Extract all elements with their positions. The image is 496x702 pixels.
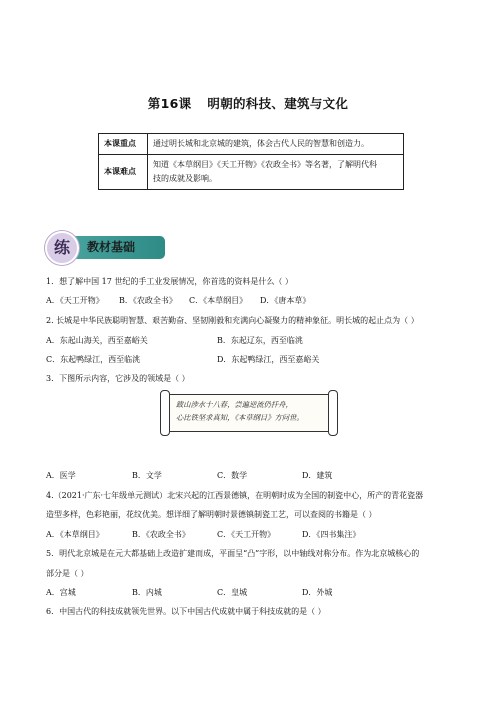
- option-d: D．建筑: [302, 471, 333, 480]
- difficulty-text-line2: 技的成就及影响。: [153, 174, 217, 183]
- option-b: B．东起辽东，西至临洮: [217, 336, 303, 345]
- question-5-stem-line1: 5．明代北京城是在元大都基础上改造扩建而成，平面呈“凸”字形，以中轴线对称分布。作为北京城核心的: [46, 549, 420, 558]
- scroll-poem: [176, 398, 326, 424]
- section-heading: 教材基础: [87, 240, 136, 254]
- key-points-text: 通过明长城和北京城的建筑，体会古代人民的智慧和创造力。: [148, 134, 404, 155]
- option-a: A．《本草纲目》: [46, 530, 104, 539]
- key-points-label: 本课重点: [99, 134, 148, 155]
- table-row: [99, 155, 404, 190]
- difficulty-text: [148, 155, 404, 190]
- option-b: B．《农政全书》: [132, 530, 190, 539]
- scroll-roll-right: [328, 390, 338, 436]
- table-row: [99, 134, 404, 155]
- option-c: C．《本草纲目》: [189, 296, 248, 305]
- section-banner: [45, 231, 165, 261]
- scroll-roll-left: [160, 390, 170, 436]
- option-c: C．数学: [217, 471, 248, 480]
- poem-line-1: 跋山涉水十八春，尝遍逆流仍扦舟，: [176, 400, 293, 409]
- option-d: D．外城: [302, 588, 333, 597]
- lesson-number: 第16课: [147, 96, 192, 111]
- option-a: A．宫城: [46, 588, 76, 597]
- question-1-stem: 1．想了解中国 17 世纪的手工业发展情况，你首选的资料是什么（ ）: [46, 277, 293, 286]
- practice-icon: 练: [45, 231, 79, 265]
- difficulty-label: 本课难点: [99, 155, 148, 190]
- difficulty-text-line1: 知道《本草纲目》《天工开物》《农政全书》等名著，了解明代科: [153, 160, 377, 169]
- option-d: D．《唐本草》: [260, 296, 311, 305]
- option-c: C．东起鸭绿江，西至临洮: [46, 355, 141, 364]
- option-b: B．《农政全书》: [119, 296, 177, 305]
- question-5-stem-line2: 部分是（ ）: [46, 569, 89, 578]
- lesson-name: 明朝的科技、建筑与文化: [207, 96, 349, 111]
- question-2-stem: 2. 长城是中华民族聪明智慧、艰苦勤奋、坚韧刚毅和充满向心凝聚力的精神象征。明长城的起止点为（ ）: [46, 316, 419, 325]
- option-d: D．《四书集注》: [302, 530, 361, 539]
- option-c: C．《天工开物》: [217, 530, 276, 539]
- option-a: A．医学: [46, 471, 76, 480]
- option-c: C．皇城: [217, 588, 248, 597]
- option-b: B．内城: [132, 588, 162, 597]
- option-b: B．文学: [132, 471, 162, 480]
- option-a: A．东起山海关，西至嘉峪关: [46, 336, 148, 345]
- question-3-stem: 3．下图所示内容，它涉及的领域是（ ）: [46, 374, 190, 383]
- option-d: D．东起鸭绿江，西至嘉峪关: [217, 355, 320, 364]
- objectives-table: [98, 133, 404, 190]
- option-a: A．《天工开物》: [46, 296, 104, 305]
- poem-line-2: 心比铁坚求真知，《本草纲目》方问世。: [176, 413, 304, 422]
- question-4-stem-line2: 造型多样，色彩艳丽，花纹优美。想详细了解明朝时景德镇制瓷工艺，可以查阅的书籍是（ ）: [46, 510, 377, 519]
- question-4-stem-line1: 4.（2021·广东·七年级单元测试）北宋兴起的江西景德镇，在明朝时成为全国的制瓷中心，所产的青花瓷器: [46, 491, 424, 500]
- lesson-title: [0, 94, 496, 112]
- scroll-illustration: [160, 388, 338, 436]
- question-6-stem: 6．中国古代的科技成就领先世界。以下中国古代成就中属于科技成就的是（ ）: [46, 607, 326, 616]
